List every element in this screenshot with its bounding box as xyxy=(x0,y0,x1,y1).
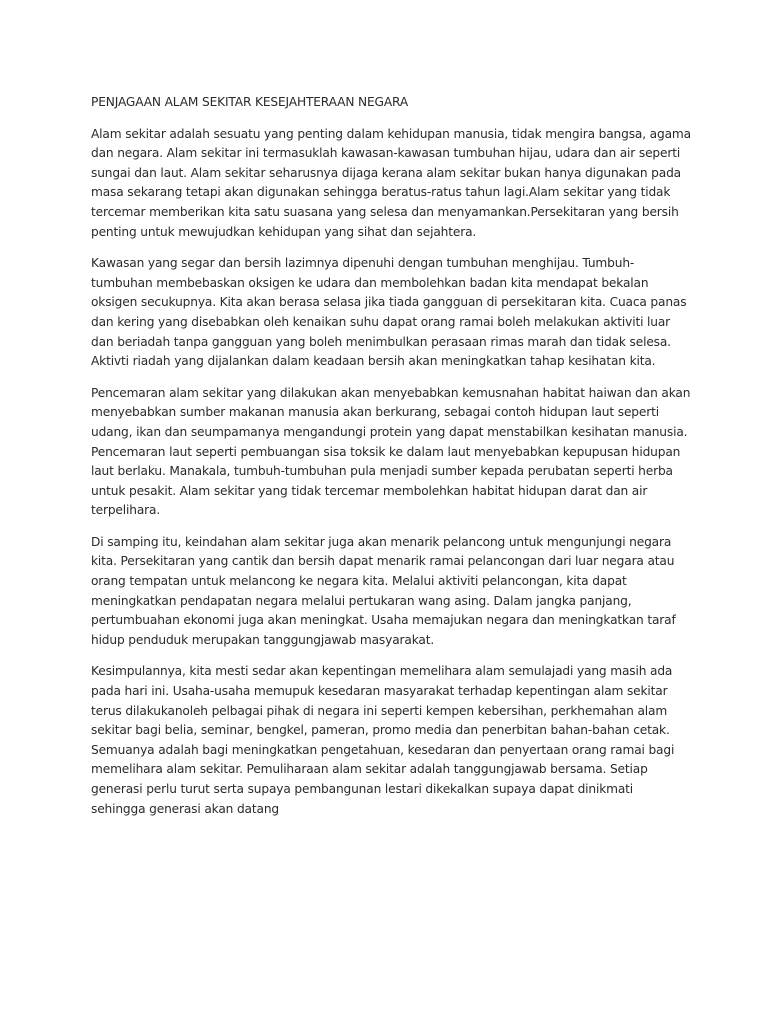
paragraph-introduction: Alam sekitar adalah sesuatu yang penting dalam kehidupan manusia, tidak mengira bangsa, agama dan negara. Alam sekitar ini termasuklah kawasan-kawasan tumbuhan hijau, udara dan air seperti sungai dan laut. Alam sekitar seharusnya dijaga kerana alam sekitar bukan hanya digunakan pada masa sekarang tetapi akan digunakan sehingga beratus-ratus tahun lagi.Alam sekitar yang tidak tercemar memberikan kita satu suasana yang selesa dan menyamankan.Persekitaran yang bersih penting untuk mewujudkan kehidupan yang sihat dan sejahtera. xyxy=(91,126,691,239)
paragraph-conclusion: Kesimpulannya, kita mesti sedar akan kepentingan memelihara alam semulajadi yang masih ada pada hari ini. Usaha-usaha memupuk kesedaran masyarakat terhadap kepentingan alam sekitar terus dilakukanoleh pelbagai pihak di negara ini seperti kempen kebersihan, perkhemahan alam sekitar bagi belia, seminar, bengkel, pameran, promo media dan penerbitan bahan-bahan cetak. Semuanya adalah bagi meningkatkan pengetahuan, kesedaran dan penyertaan orang ramai bagi memelihara alam sekitar. Pemuliharaan alam sekitar adalah tanggungjawab bersama. Setiap generasi perlu turut serta supaya pembangunan lestari dikekalkan supaya dapat dinikmati sehingga generasi akan datang xyxy=(91,664,675,816)
paragraph-tourism: Di samping itu, keindahan alam sekitar juga akan menarik pelancong untuk mengunjungi negara kita. Persekitaran yang cantik dan bersih dapat menarik ramai pelancongan dari luar negara atau orang tempatan untuk melancong ke negara kita. Melalui aktiviti pelancongan, kita dapat meningkatkan pendapatan negara melalui pertukaran wang asing. Dalam jangka panjang, pertumbuahan ekonomi juga akan meningkat. Usaha memajukan negara dan meningkatkan taraf hidup penduduk merupakan tanggungjawab masyarakat. xyxy=(91,534,676,647)
paragraph-pollution: Pencemaran alam sekitar yang dilakukan akan menyebabkan kemusnahan habitat haiwan dan akan menyebabkan sumber makanan manusia akan berkurang, sebagai contoh hidupan laut seperti udang, ikan dan seumpamanya mengandungi protein yang dapat menstabilkan kesihatan manusia. Pencemaran laut seperti pembuangan sisa toksik ke dalam laut menyebabkan kepupusan hidupan laut berlaku. Manakala, tumbuh-tumbuhan pula menjadi sumber kepada perubatan seperti herba untuk pesakit. Alam sekitar yang tidak tercemar membolehkan habitat hidupan darat dan air terpelihara. xyxy=(91,385,691,518)
document-body xyxy=(91,93,691,831)
paragraph-green-areas: Kawasan yang segar dan bersih lazimnya dipenuhi dengan tumbuhan menghijau. Tumbuh-tumbuhan membebaskan oksigen ke udara dan membolehkan badan kita mendapat bekalan oksigen secukupnya. Kita akan berasa selasa jika tiada gangguan di persekitaran kita. Cuaca panas dan kering yang disebabkan oleh kenaikan suhu dapat orang ramai boleh melakukan aktiviti luar dan beriadah tanpa gangguan yang boleh menimbulkan perasaan rimas marah dan tidak selesa. Aktivti riadah yang dijalankan dalam keadaan bersih akan meningkatkan tahap kesihatan kita. xyxy=(91,256,687,369)
document-title: PENJAGAAN ALAM SEKITAR KESEJAHTERAAN NEGARA xyxy=(91,95,409,109)
